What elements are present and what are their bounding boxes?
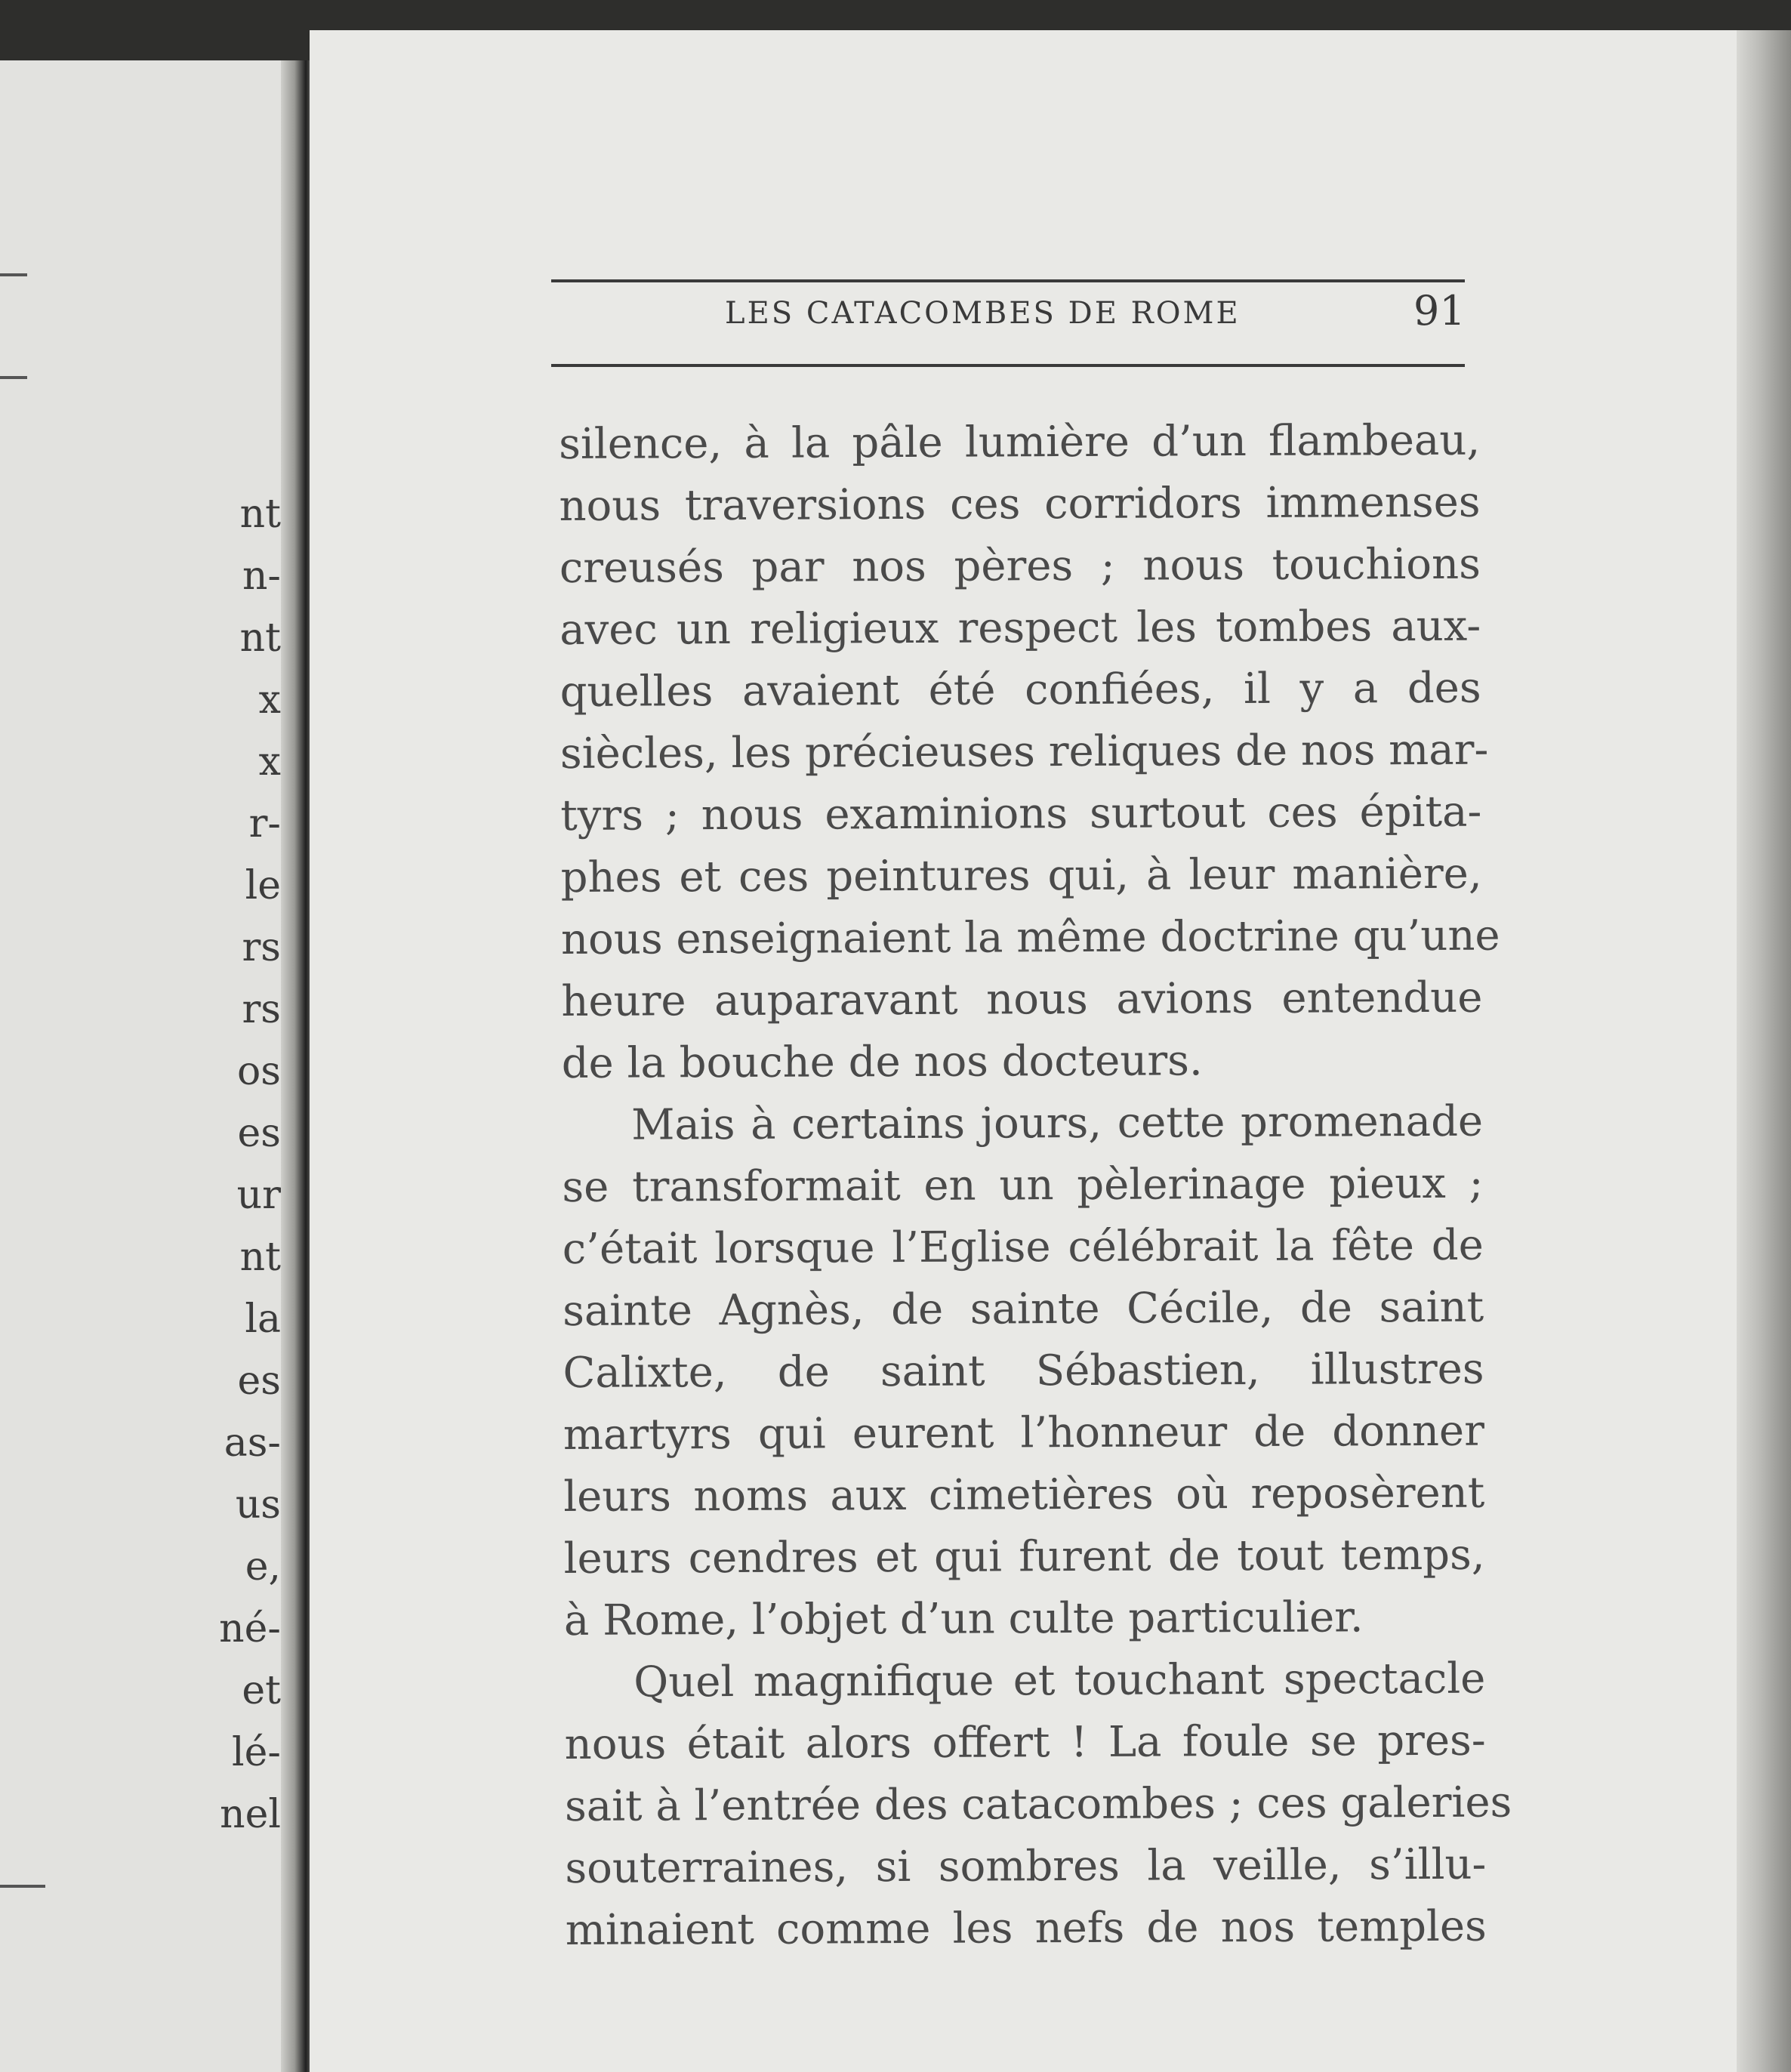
left-fragment: as-	[223, 1420, 281, 1466]
left-fragment: nt	[239, 1235, 281, 1280]
text-line: souterraines, si sombres la veille, s’illu-	[565, 1839, 1487, 1893]
header-rule-bottom	[551, 364, 1465, 367]
left-fragment: rs	[242, 987, 281, 1032]
page-number: 91	[1413, 287, 1466, 335]
left-fragment: lé-	[232, 1730, 281, 1775]
text-line: phes et ces peintures qui, à leur manière,	[560, 849, 1482, 902]
text-line: de la bouche de nos docteurs.	[561, 1036, 1203, 1088]
text-line: siècles, les précieuses reliques de nos mar-	[559, 725, 1489, 779]
left-fragment: le	[245, 863, 281, 908]
running-head: LES CATACOMBES DE ROME	[725, 296, 1241, 331]
text-line: Quel magnifique et touchant spectacle	[633, 1654, 1486, 1707]
left-fragment: la	[245, 1297, 281, 1342]
left-fragment: e,	[245, 1544, 281, 1589]
text-line: nous traversions ces corridors immenses	[559, 477, 1481, 531]
text-line: Calixte, de saint Sébastien, illustres	[563, 1344, 1484, 1398]
left-fragment: ur	[236, 1173, 281, 1218]
text-line: avec un religieux respect les tombes aux-	[559, 601, 1481, 655]
body-text	[559, 410, 1512, 1962]
text-line: leurs noms aux cimetières où reposèrent	[563, 1468, 1485, 1522]
left-fragment: x	[258, 739, 281, 785]
left-fragment: et	[242, 1668, 281, 1713]
left-facing-page	[0, 60, 294, 2072]
left-fragment: x	[258, 677, 281, 723]
left-fragment: nel	[220, 1792, 281, 1837]
text-line: c’était lorsque l’Eglise célébrait la fête de	[562, 1220, 1484, 1274]
text-line: heure auparavant nous avions entendue	[561, 973, 1483, 1026]
text-line: creusés par nos pères ; nous touchions	[559, 539, 1481, 593]
text-line: leurs cendres et qui furent de tout temps,	[563, 1530, 1485, 1583]
left-fragment: r-	[248, 801, 281, 846]
left-fragment: es	[237, 1111, 281, 1156]
text-line: nous enseignaient la même doctrine qu’une	[560, 911, 1500, 964]
left-fragment: nt	[239, 615, 281, 661]
left-fragment: nt	[239, 492, 281, 537]
left-fragment: us	[235, 1482, 281, 1528]
left-page-rule-header	[0, 376, 27, 379]
left-page-rule-top	[0, 273, 27, 276]
text-line: minaient comme les nefs de nos temples	[565, 1901, 1487, 1955]
text-line: se transformait en un pèlerinage pieux ;	[562, 1158, 1484, 1212]
left-fragment: os	[237, 1049, 281, 1094]
text-line: tyrs ; nous examinions surtout ces épita-	[560, 787, 1482, 840]
text-line: Mais à certains jours, cette promenade	[630, 1096, 1484, 1150]
page-edge	[1737, 30, 1791, 2072]
text-line: martyrs qui eurent l’honneur de donner	[563, 1406, 1485, 1460]
text-line: à Rome, l’objet d’un culte particulier.	[563, 1593, 1364, 1645]
text-line: sait à l’entrée des catacombes ; ces galeries	[564, 1778, 1512, 1831]
left-page-rule-bottom	[0, 1885, 45, 1888]
left-fragment: es	[237, 1358, 281, 1404]
text-line: silence, à la pâle lumière d’un flambeau,	[559, 415, 1481, 469]
left-fragment: n-	[242, 553, 281, 599]
text-line: sainte Agnès, de sainte Cécile, de saint	[563, 1282, 1484, 1336]
text-line: nous était alors offert ! La foule se pres-	[564, 1716, 1486, 1769]
text-line: quelles avaient été confiées, il y a des	[559, 663, 1481, 717]
left-fragment: né-	[219, 1606, 281, 1651]
left-fragment: rs	[242, 925, 281, 970]
header-rule-top	[551, 279, 1465, 282]
